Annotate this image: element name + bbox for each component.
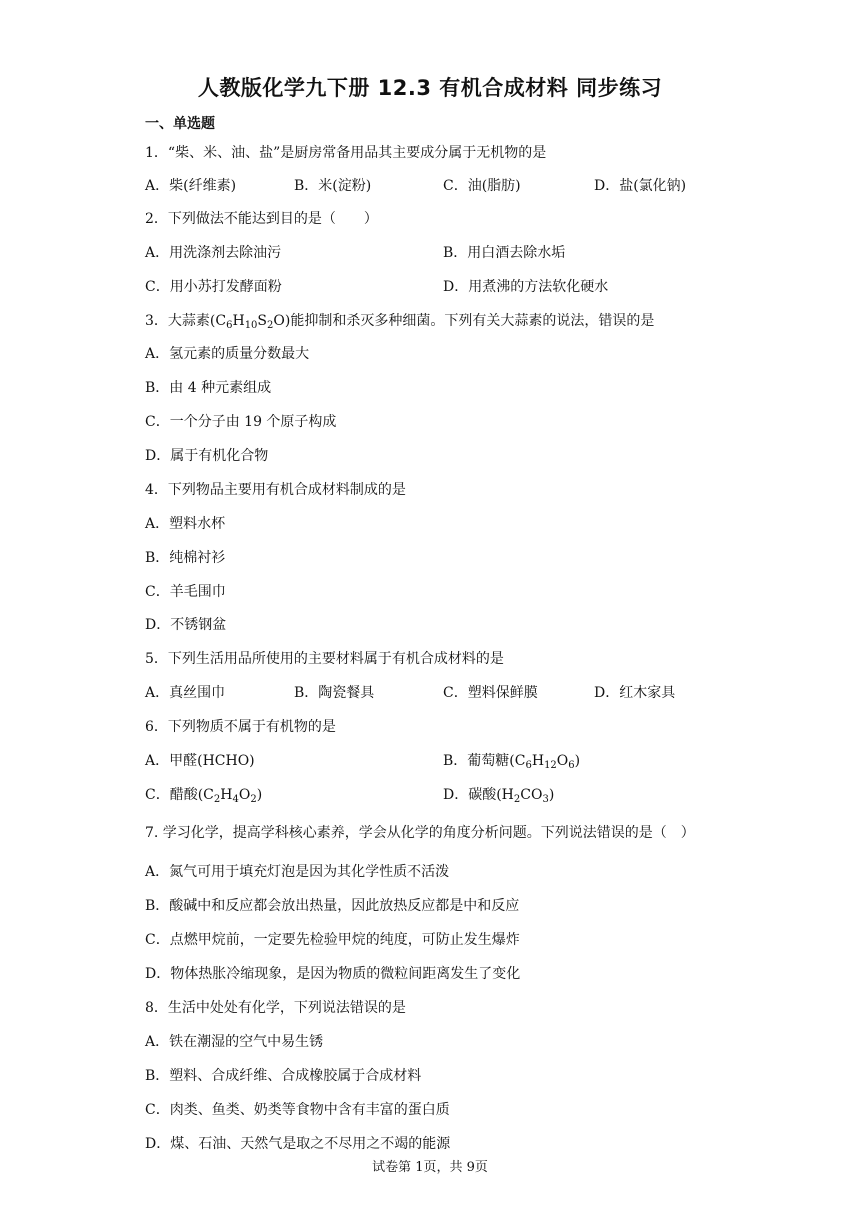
question-7-option-d: D．物体热胀冷缩现象，是因为物质的微粒间距离发生了变化 bbox=[145, 966, 521, 982]
question-8-option-b: B．塑料、合成纤维、合成橡胶属于合成材料 bbox=[145, 1068, 422, 1084]
question-1-option-c: C．油(脂肪) bbox=[443, 178, 521, 194]
question-3-stem: 3．大蒜素$(C_6H_{10}S_2O)$能抑制和杀灭多种细菌。下列有关大蒜素的说法，错误的是 bbox=[145, 313, 655, 331]
question-4-option-c: C．羊毛围巾 bbox=[145, 584, 226, 600]
question-6-option-b: B．葡萄糖$(C_6H_{12}O_6)$ bbox=[443, 753, 581, 771]
question-6-option-d: D．碳酸$(H_2CO_3)$ bbox=[443, 787, 555, 805]
page-footer: 试卷第 1页，共 9页 bbox=[372, 1160, 488, 1175]
question-2-stem: 2．下列做法不能达到目的是（ ） bbox=[145, 211, 378, 227]
question-5-option-d: D．红木家具 bbox=[594, 685, 676, 701]
question-1-option-b: B．米(淀粉) bbox=[294, 178, 372, 194]
question-7-option-a: A．氮气可用于填充灯泡是因为其化学性质不活泼 bbox=[145, 864, 450, 880]
question-7-stem: 7. 学习化学，提高学科核心素养，学会从化学的角度分析问题。下列说法错误的是（ ） bbox=[145, 825, 695, 841]
question-8-stem: 8．生活中处处有化学，下列说法错误的是 bbox=[145, 1000, 406, 1016]
question-5-option-a: A．真丝围巾 bbox=[145, 685, 226, 701]
question-2-option-d: D．用煮沸的方法软化硬水 bbox=[443, 279, 609, 295]
question-2-option-c: C．用小苏打发酵面粉 bbox=[145, 279, 282, 295]
section-heading: 一、单选题 bbox=[145, 116, 215, 132]
question-4-option-b: B．纯棉衬衫 bbox=[145, 550, 226, 566]
question-6-stem: 6．下列物质不属于有机物的是 bbox=[145, 719, 336, 735]
question-3-option-d: D．属于有机化合物 bbox=[145, 448, 269, 464]
question-7-option-c: C．点燃甲烷前，一定要先检验甲烷的纯度，可防止发生爆炸 bbox=[145, 932, 520, 948]
question-7-option-b: B．酸碱中和反应都会放出热量，因此放热反应都是中和反应 bbox=[145, 898, 520, 914]
question-4-option-a: A．塑料水杯 bbox=[145, 516, 226, 532]
page-title: 人教版化学九下册 12.3 有机合成材料 同步练习 bbox=[197, 76, 663, 100]
question-2-option-a: A．用洗涤剂去除油污 bbox=[145, 245, 282, 261]
question-6-option-a: A．甲醛(HCHO) bbox=[145, 753, 255, 769]
question-8-option-a: A．铁在潮湿的空气中易生锈 bbox=[145, 1034, 324, 1050]
question-3-option-b: B．由 4 种元素组成 bbox=[145, 380, 272, 396]
question-2-option-b: B．用白酒去除水垢 bbox=[443, 245, 566, 261]
question-4-option-d: D．不锈钢盆 bbox=[145, 617, 227, 633]
question-5-option-b: B．陶瓷餐具 bbox=[294, 685, 375, 701]
question-1-stem: 1．“柴、米、油、盐”是厨房常备用品其主要成分属于无机物的是 bbox=[145, 145, 547, 161]
question-3-option-a: A．氢元素的质量分数最大 bbox=[145, 346, 310, 362]
question-1-option-a: A．柴(纤维素) bbox=[145, 178, 237, 194]
question-6-option-c: C．醋酸$(C_2H_4O_2)$ bbox=[145, 787, 263, 805]
question-1-option-d: D．盐(氯化钠) bbox=[594, 178, 687, 194]
question-5-option-c: C．塑料保鲜膜 bbox=[443, 685, 538, 701]
question-3-option-c: C．一个分子由 19 个原子构成 bbox=[145, 414, 337, 430]
question-5-stem: 5．下列生活用品所使用的主要材料属于有机合成材料的是 bbox=[145, 651, 504, 667]
question-4-stem: 4．下列物品主要用有机合成材料制成的是 bbox=[145, 482, 406, 498]
question-8-option-d: D．煤、石油、天然气是取之不尽用之不竭的能源 bbox=[145, 1136, 451, 1152]
question-8-option-c: C．肉类、鱼类、奶类等食物中含有丰富的蛋白质 bbox=[145, 1102, 450, 1118]
